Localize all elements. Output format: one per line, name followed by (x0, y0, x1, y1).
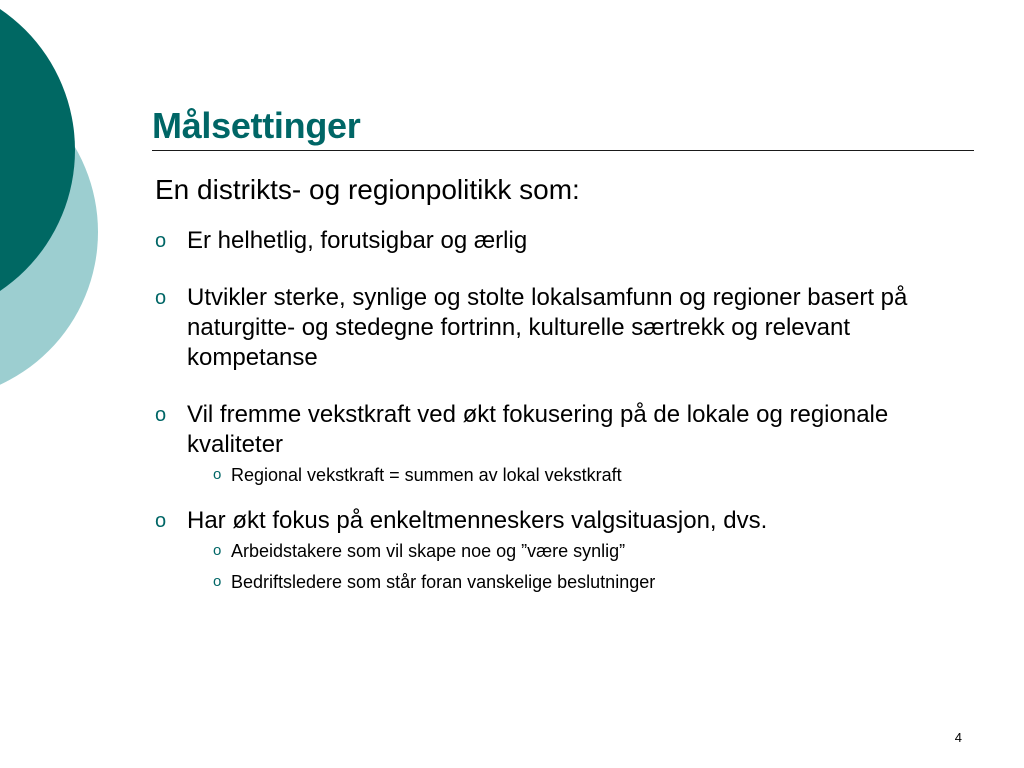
sub-bullet-text: Regional vekstkraft = summen av lokal vekstkraft (231, 465, 622, 485)
sub-bullet-text: Arbeidstakere som vil skape noe og ”være synlig” (231, 541, 626, 561)
bullet-item (155, 400, 965, 486)
sub-bullet-list (200, 540, 965, 593)
sub-bullet-item (200, 571, 965, 593)
bullet-item (155, 506, 965, 593)
bullet-marker: o (155, 404, 167, 426)
bullet-marker: o (155, 510, 167, 532)
bullet-text: Utvikler sterke, synlige og stolte lokalsamfunn og regioner basert på naturgitte- og stedegne fortrinn, kulturelle særtrekk og relevant kompetanse (187, 284, 908, 371)
sub-bullet-marker: o (213, 466, 222, 483)
title-underline (152, 150, 974, 151)
intro-text: En distrikts- og regionpolitikk som: (155, 174, 580, 205)
bullet-item (155, 226, 965, 256)
page-number: 4 (954, 730, 962, 745)
decorative-circles (0, 0, 110, 400)
sub-bullet-item (200, 464, 965, 486)
bullet-item (155, 283, 965, 373)
bullet-text: Er helhetlig, forutsigbar og ærlig (187, 227, 528, 254)
bullet-marker: o (155, 287, 167, 309)
sub-bullet-item (200, 540, 965, 562)
bullet-marker: o (155, 230, 167, 252)
slide-title: Målsettinger (152, 105, 361, 146)
sub-bullet-text: Bedriftsledere som står foran vanskelige beslutninger (231, 572, 656, 592)
bullet-list (155, 226, 965, 593)
sub-bullet-list (200, 464, 965, 486)
bullet-text: Har økt fokus på enkeltmenneskers valgsituasjon, dvs. (187, 507, 768, 534)
slide-content (155, 172, 965, 613)
bullet-text: Vil fremme vekstkraft ved økt fokusering på de lokale og regionale kvaliteter (187, 401, 889, 458)
sub-bullet-marker: o (213, 542, 222, 559)
sub-bullet-marker: o (213, 573, 222, 590)
